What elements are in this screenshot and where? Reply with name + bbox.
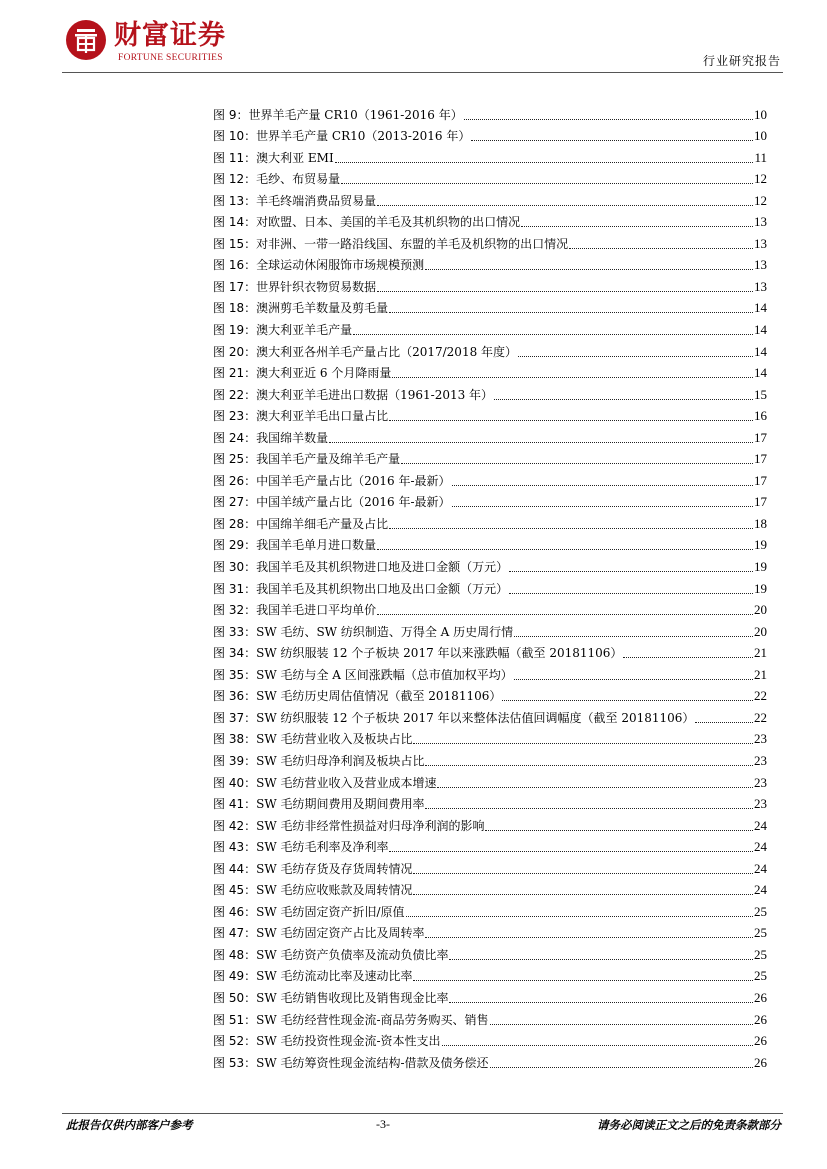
toc-entry-number: 图 45： <box>213 883 257 898</box>
toc-entry[interactable] <box>213 252 767 274</box>
toc-entry-number: 图 41： <box>213 797 257 812</box>
toc-entry-number: 图 32： <box>213 603 257 618</box>
toc-entry-title: 中国绵羊细毛产量及占比 <box>256 516 389 531</box>
toc-entry-title: SW 毛纺应收账款及周转情况 <box>256 883 413 898</box>
toc-dot-leader <box>509 593 753 594</box>
toc-entry-page: 18 <box>754 515 767 531</box>
toc-entry[interactable] <box>213 683 767 705</box>
toc-dot-leader <box>425 937 753 938</box>
toc-entry-title: SW 毛纺归母净利润及板块占比 <box>256 753 425 768</box>
toc-entry-number: 图 19： <box>213 323 257 338</box>
toc-entry[interactable] <box>213 1049 767 1071</box>
toc-entry-number: 图 33： <box>213 624 257 639</box>
toc-entry-title: SW 毛纺、SW 纺织制造、万得全 A 历史周行情 <box>256 624 514 639</box>
toc-entry-number: 图 50： <box>213 990 257 1005</box>
toc-entry-number: 图 51： <box>213 1012 257 1027</box>
toc-dot-leader <box>406 916 753 917</box>
toc-entry-page: 24 <box>754 839 767 855</box>
toc-entry-title: 对欧盟、日本、美国的羊毛及其机织物的出口情况 <box>256 215 521 230</box>
toc-entry[interactable] <box>213 187 767 209</box>
toc-entry-number: 图 17： <box>213 279 257 294</box>
page-number: -3- <box>376 1117 390 1131</box>
toc-entry-title: 全球运动休闲服饰市场规模预测 <box>256 258 425 273</box>
toc-entry-title: 中国羊绒产量占比（2016 年-最新） <box>256 495 451 510</box>
toc-dot-leader <box>413 894 753 895</box>
toc-entry-title: SW 毛纺经营性现金流-商品劳务购买、销售 <box>256 1012 489 1027</box>
toc-entry-title: SW 毛纺与全 A 区间涨跌幅（总市值加权平均） <box>256 667 513 682</box>
toc-entry-number: 图 49： <box>213 969 257 984</box>
toc-entry-number: 图 14： <box>213 215 257 230</box>
toc-entry[interactable] <box>213 877 767 899</box>
toc-entry-number: 图 35： <box>213 667 257 682</box>
toc-dot-leader <box>377 614 753 615</box>
toc-entry[interactable] <box>213 166 767 188</box>
toc-entry-number: 图 11： <box>213 150 257 165</box>
toc-entry-number: 图 12： <box>213 172 257 187</box>
toc-entry[interactable] <box>213 424 767 446</box>
toc-entry-page: 24 <box>754 882 767 898</box>
toc-entry-number: 图 26： <box>213 473 257 488</box>
toc-entry-page: 10 <box>754 128 767 144</box>
toc-entry[interactable] <box>213 467 767 489</box>
toc-dot-leader <box>518 356 753 357</box>
toc-dot-leader <box>695 722 753 723</box>
toc-dot-leader <box>353 334 753 335</box>
toc-entry-number: 图 30： <box>213 560 257 575</box>
toc-entry-page: 13 <box>754 235 767 251</box>
toc-entry-title: SW 纺织服装 12 个子板块 2017 年以来整体法估值回调幅度（截至 20181106） <box>256 710 695 725</box>
toc-entry[interactable] <box>213 1006 767 1028</box>
toc-entry-page: 25 <box>754 903 767 919</box>
toc-dot-leader <box>329 442 753 443</box>
toc-entry-title: SW 毛纺流动比率及速动比率 <box>256 969 413 984</box>
toc-entry[interactable] <box>213 898 767 920</box>
toc-entry[interactable] <box>213 123 767 145</box>
toc-dot-leader <box>449 959 753 960</box>
toc-entry-page: 25 <box>754 925 767 941</box>
toc-entry-number: 图 34： <box>213 646 257 661</box>
toc-entry-title: SW 毛纺销售收现比及销售现金比率 <box>256 990 449 1005</box>
toc-entry-page: 24 <box>754 817 767 833</box>
toc-entry[interactable] <box>213 273 767 295</box>
toc-entry-title: SW 毛纺非经常性损益对归母净利润的影响 <box>256 818 485 833</box>
toc-entry[interactable] <box>213 403 767 425</box>
toc-entry[interactable] <box>213 338 767 360</box>
toc-entry-number: 图 16： <box>213 258 257 273</box>
toc-entry-number: 图 21： <box>213 366 257 381</box>
toc-entry-title: 世界针织衣物贸易数据 <box>256 279 377 294</box>
toc-entry-page: 24 <box>754 860 767 876</box>
footer-disclaimer-right: 请务必阅读正文之后的免责条款部分 <box>597 1118 781 1132</box>
toc-entry[interactable] <box>213 726 767 748</box>
toc-entry-title: 澳大利亚 EMI <box>256 150 334 165</box>
toc-dot-leader <box>452 506 753 507</box>
toc-entry-title: 我国羊毛单月进口数量 <box>256 538 377 553</box>
toc-entry-title: SW 毛纺期间费用及期间费用率 <box>256 797 425 812</box>
toc-dot-leader <box>623 657 753 658</box>
toc-entry[interactable] <box>213 812 767 834</box>
toc-dot-leader <box>401 463 753 464</box>
toc-entry[interactable] <box>213 984 767 1006</box>
toc-entry-page: 23 <box>754 752 767 768</box>
toc-entry-number: 图 47： <box>213 926 257 941</box>
toc-dot-leader <box>413 980 753 981</box>
toc-entry-number: 图 46： <box>213 904 257 919</box>
toc-entry-title: SW 毛纺历史周估值情况（截至 20181106） <box>256 689 502 704</box>
toc-dot-leader <box>389 312 753 313</box>
toc-entry-number: 图 15： <box>213 236 257 251</box>
toc-entry-title: 澳大利亚羊毛出口量占比 <box>256 409 389 424</box>
toc-dot-leader <box>452 485 753 486</box>
toc-entry-number: 图 23： <box>213 409 257 424</box>
figure-list <box>213 101 767 1071</box>
toc-entry[interactable] <box>213 661 767 683</box>
toc-dot-leader <box>377 291 753 292</box>
toc-entry-page: 20 <box>754 602 767 618</box>
toc-entry-number: 图 52： <box>213 1034 257 1049</box>
logo-emblem-icon <box>66 20 106 60</box>
toc-entry-page: 20 <box>754 623 767 639</box>
toc-entry[interactable] <box>213 597 767 619</box>
toc-entry-title: SW 毛纺固定资产折旧/原值 <box>256 904 405 919</box>
toc-entry-title: SW 毛纺筹资性现金流结构-借款及债务偿还 <box>256 1055 489 1070</box>
toc-entry-page: 26 <box>754 1054 767 1070</box>
header-divider <box>62 72 783 73</box>
toc-entry-title: SW 毛纺存货及存货周转情况 <box>256 861 413 876</box>
toc-entry-title: 羊毛终端消费品贸易量 <box>256 193 377 208</box>
toc-dot-leader <box>425 765 753 766</box>
toc-entry[interactable] <box>213 941 767 963</box>
toc-entry[interactable] <box>213 553 767 575</box>
toc-entry-page: 23 <box>754 774 767 790</box>
toc-entry-page: 23 <box>754 731 767 747</box>
toc-entry-number: 图 29： <box>213 538 257 553</box>
toc-dot-leader <box>471 140 753 141</box>
toc-entry-title: 世界羊毛产量 CR10（2013-2016 年） <box>256 129 471 144</box>
toc-dot-leader <box>389 851 753 852</box>
toc-dot-leader <box>521 226 753 227</box>
toc-entry-title: SW 毛纺营业收入及板块占比 <box>256 732 413 747</box>
toc-entry[interactable] <box>213 575 767 597</box>
toc-dot-leader <box>437 787 753 788</box>
toc-entry-number: 图 10： <box>213 129 257 144</box>
toc-dot-leader <box>494 399 753 400</box>
toc-dot-leader <box>377 549 753 550</box>
toc-entry-page: 17 <box>754 451 767 467</box>
toc-entry-title: 世界羊毛产量 CR10（1961-2016 年） <box>248 107 463 122</box>
toc-entry-page: 19 <box>754 537 767 553</box>
toc-entry-number: 图 36： <box>213 689 257 704</box>
toc-entry-number: 图 39： <box>213 753 257 768</box>
toc-entry[interactable] <box>213 295 767 317</box>
toc-entry-number: 图 40： <box>213 775 257 790</box>
toc-entry-title: 澳大利亚各州羊毛产量占比（2017/2018 年度） <box>256 344 518 359</box>
toc-entry[interactable] <box>213 510 767 532</box>
toc-entry-number: 图 13： <box>213 193 257 208</box>
toc-entry[interactable] <box>213 640 767 662</box>
footer-disclaimer-left: 此报告仅供内部客户参考 <box>66 1118 193 1132</box>
toc-dot-leader <box>413 873 753 874</box>
toc-entry-number: 图 42： <box>213 818 257 833</box>
toc-entry-title: 澳大利亚羊毛进出口数据（1961-2013 年） <box>256 387 494 402</box>
toc-entry-number: 图 44： <box>213 861 257 876</box>
toc-entry-number: 图 48： <box>213 947 257 962</box>
toc-entry-page: 25 <box>754 968 767 984</box>
toc-dot-leader <box>449 1002 753 1003</box>
toc-entry[interactable] <box>213 360 767 382</box>
toc-entry[interactable] <box>213 618 767 640</box>
toc-dot-leader <box>413 743 753 744</box>
toc-entry-number: 图 53： <box>213 1055 257 1070</box>
toc-entry-page: 13 <box>754 278 767 294</box>
toc-dot-leader <box>442 1045 753 1046</box>
toc-entry-page: 14 <box>754 322 767 338</box>
toc-entry-page: 10 <box>754 106 767 122</box>
toc-entry-title: 我国羊毛及其机织物进口地及进口金额（万元） <box>256 560 509 575</box>
toc-entry[interactable] <box>213 446 767 468</box>
toc-entry[interactable] <box>213 101 767 123</box>
toc-entry-title: SW 毛纺毛利率及净利率 <box>256 840 389 855</box>
toc-dot-leader <box>392 377 753 378</box>
toc-entry[interactable] <box>213 381 767 403</box>
toc-entry-number: 图 9： <box>213 107 249 122</box>
toc-entry[interactable] <box>213 1028 767 1050</box>
toc-entry-page: 16 <box>754 408 767 424</box>
toc-entry[interactable] <box>213 834 767 856</box>
toc-entry-title: 澳大利亚羊毛产量 <box>256 323 353 338</box>
toc-dot-leader <box>490 1024 753 1025</box>
toc-entry-page: 26 <box>754 989 767 1005</box>
toc-entry-title: SW 毛纺资产负债率及流动负债比率 <box>256 947 449 962</box>
report-type-label: 行业研究报告 <box>702 54 781 68</box>
toc-dot-leader <box>425 808 753 809</box>
company-logo <box>66 20 246 64</box>
toc-entry-title: 我国羊毛产量及绵羊毛产量 <box>256 452 401 467</box>
footer-divider <box>62 1113 783 1114</box>
toc-entry[interactable] <box>213 144 767 166</box>
toc-entry-number: 图 24： <box>213 430 257 445</box>
logo-chinese-name: 财富证券 <box>114 20 226 51</box>
toc-entry-number: 图 37： <box>213 710 257 725</box>
toc-entry-page: 15 <box>754 386 767 402</box>
toc-entry-title: 澳大利亚近 6 个月降雨量 <box>256 366 392 381</box>
logo-english-name: FORTUNE SECURITIES <box>118 53 223 63</box>
toc-dot-leader <box>377 205 753 206</box>
toc-entry-number: 图 27： <box>213 495 257 510</box>
toc-entry-number: 图 38： <box>213 732 257 747</box>
toc-entry-page: 13 <box>754 214 767 230</box>
toc-entry-page: 14 <box>754 300 767 316</box>
toc-dot-leader <box>490 1067 753 1068</box>
toc-dot-leader <box>514 679 753 680</box>
toc-entry-title: 我国羊毛进口平均单价 <box>256 603 377 618</box>
toc-entry-page: 21 <box>754 645 767 661</box>
toc-entry-title: 对非洲、一带一路沿线国、东盟的羊毛及机织物的出口情况 <box>256 236 569 251</box>
toc-entry[interactable] <box>213 769 767 791</box>
toc-entry-title: 我国绵羊数量 <box>256 430 329 445</box>
toc-entry-title: SW 毛纺营业收入及营业成本增速 <box>256 775 437 790</box>
toc-entry-page: 22 <box>754 709 767 725</box>
toc-entry[interactable] <box>213 209 767 231</box>
toc-dot-leader <box>335 162 754 163</box>
toc-entry-page: 11 <box>754 149 767 165</box>
toc-entry-page: 17 <box>754 472 767 488</box>
toc-entry-page: 12 <box>754 192 767 208</box>
toc-entry-page: 13 <box>754 257 767 273</box>
toc-entry-number: 图 22： <box>213 387 257 402</box>
toc-entry-title: SW 毛纺投资性现金流-资本性支出 <box>256 1034 441 1049</box>
toc-entry-page: 25 <box>754 946 767 962</box>
toc-entry-page: 23 <box>754 796 767 812</box>
toc-dot-leader <box>514 636 753 637</box>
toc-entry-page: 22 <box>754 688 767 704</box>
toc-entry-number: 图 43： <box>213 840 257 855</box>
toc-entry[interactable] <box>213 963 767 985</box>
toc-entry-title: 中国羊毛产量占比（2016 年-最新） <box>256 473 451 488</box>
toc-entry-title: SW 毛纺固定资产占比及周转率 <box>256 926 425 941</box>
toc-dot-leader <box>502 700 753 701</box>
toc-entry-page: 19 <box>754 580 767 596</box>
toc-entry-page: 26 <box>754 1011 767 1027</box>
toc-entry-page: 14 <box>754 365 767 381</box>
toc-entry-page: 12 <box>754 171 767 187</box>
toc-dot-leader <box>389 420 753 421</box>
toc-dot-leader <box>485 830 753 831</box>
toc-entry[interactable] <box>213 316 767 338</box>
toc-dot-leader <box>464 119 753 120</box>
toc-entry[interactable] <box>213 532 767 554</box>
toc-entry-number: 图 20： <box>213 344 257 359</box>
toc-entry[interactable] <box>213 747 767 769</box>
toc-entry-title: 毛纱、布贸易量 <box>256 172 341 187</box>
toc-entry[interactable] <box>213 704 767 726</box>
toc-entry-number: 图 25： <box>213 452 257 467</box>
toc-entry-page: 26 <box>754 1033 767 1049</box>
toc-entry-number: 图 31： <box>213 581 257 596</box>
toc-dot-leader <box>569 248 753 249</box>
toc-entry-title: 澳洲剪毛羊数量及剪毛量 <box>256 301 389 316</box>
toc-entry-page: 21 <box>754 666 767 682</box>
toc-entry[interactable] <box>213 230 767 252</box>
toc-entry-page: 19 <box>754 559 767 575</box>
toc-entry-page: 14 <box>754 343 767 359</box>
toc-entry-page: 17 <box>754 494 767 510</box>
toc-entry-number: 图 28： <box>213 516 257 531</box>
toc-entry[interactable] <box>213 855 767 877</box>
toc-entry[interactable] <box>213 920 767 942</box>
toc-entry[interactable] <box>213 791 767 813</box>
toc-dot-leader <box>509 571 753 572</box>
toc-entry[interactable] <box>213 489 767 511</box>
toc-dot-leader <box>341 183 753 184</box>
toc-dot-leader <box>389 528 753 529</box>
toc-entry-title: SW 纺织服装 12 个子板块 2017 年以来涨跌幅（截至 20181106） <box>256 646 623 661</box>
toc-entry-page: 17 <box>754 429 767 445</box>
toc-entry-title: 我国羊毛及其机织物出口地及出口金额（万元） <box>256 581 509 596</box>
toc-dot-leader <box>425 269 753 270</box>
toc-entry-number: 图 18： <box>213 301 257 316</box>
